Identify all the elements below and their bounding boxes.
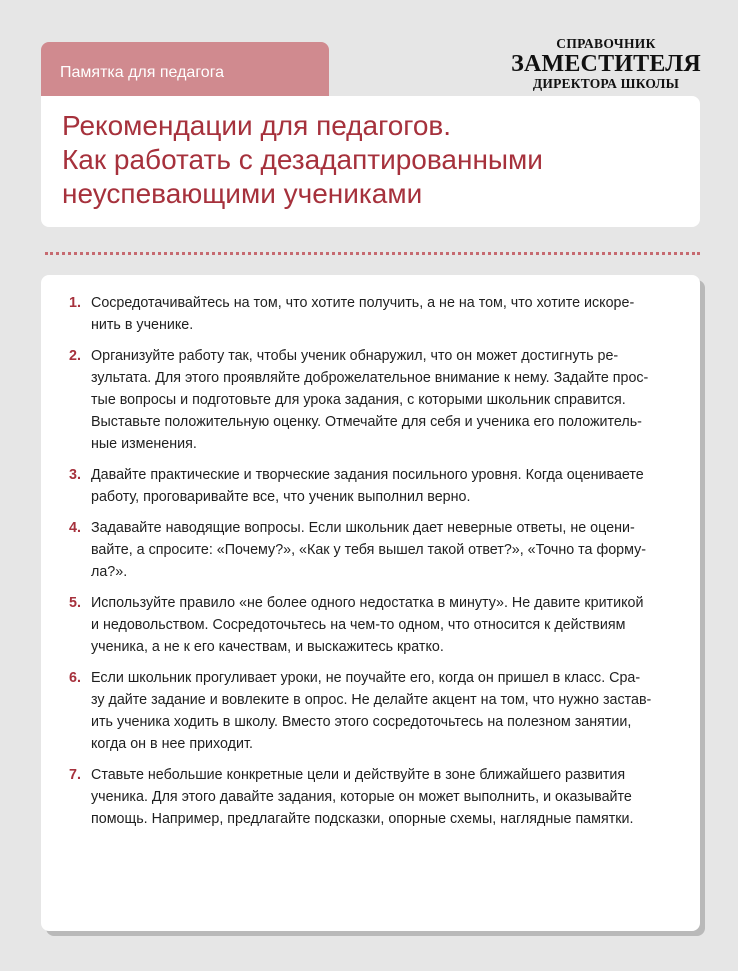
list-item	[69, 292, 689, 336]
item-text-line: вайте, а спросите: «Почему?», «Как у тебя вышел такой ответ?», «Точно та форму-	[91, 542, 647, 558]
item-text	[91, 292, 634, 336]
list-item	[69, 667, 689, 755]
logo-line-1: СПРАВОЧНИК	[556, 36, 656, 51]
item-text-line: зу дайте задание и вовлеките в опрос. Не делайте акцент на том, что нужно застав-	[91, 692, 652, 708]
item-text-line: Давайте практические и творческие задания посильного уровня. Когда оцениваете	[91, 467, 644, 483]
item-text-line: тые вопросы и подготовьте для урока задания, с которыми школьник справится.	[91, 392, 626, 408]
page-title	[62, 109, 682, 211]
list-item	[69, 345, 689, 455]
item-text	[91, 517, 646, 583]
item-text-line: Выставьте положительную оценку. Отмечайте для себя и ученика его положитель-	[91, 414, 642, 430]
item-text-line: Задавайте наводящие вопросы. Если школьник дает неверные ответы, не оцени-	[91, 520, 635, 536]
item-text	[91, 345, 648, 455]
title-card	[41, 96, 700, 227]
list-item	[69, 517, 689, 583]
item-text-line: нить в ученике.	[91, 317, 194, 333]
item-number: 4.	[69, 520, 81, 536]
item-text-line: зультата. Для этого проявляйте доброжелательное внимание к нему. Задайте прос-	[91, 370, 649, 386]
list-item	[69, 592, 689, 658]
page-title-line: неуспевающими учениками	[62, 178, 423, 209]
item-text	[91, 592, 643, 658]
item-text-line: помощь. Например, предлагайте подсказки, опорные схемы, наглядные памятки.	[91, 811, 634, 827]
item-text	[91, 464, 644, 508]
item-text-line: Сосредотачивайтесь на том, что хотите получить, а не на том, что хотите искоре-	[91, 295, 635, 311]
memo-tab	[41, 42, 329, 96]
item-number: 1.	[69, 295, 81, 311]
item-text-line: и недовольством. Сосредоточьтесь на чем-то одном, что относится к действиям	[91, 617, 626, 633]
item-text-line: Если школьник прогуливает уроки, не поучайте его, когда он пришел в класс. Сра-	[91, 670, 641, 686]
publication-logo	[506, 37, 706, 90]
item-number: 5.	[69, 595, 81, 611]
item-text-line: Используйте правило «не более одного недостатка в минуту». Не давите критикой	[91, 595, 644, 611]
item-number: 6.	[69, 670, 81, 686]
item-text-line: ученика. Для этого давайте задания, которые он может выполнить, и оказывайте	[91, 789, 632, 805]
item-number: 2.	[69, 348, 81, 364]
item-text-line: ла?».	[91, 564, 128, 580]
recommendations-list	[69, 292, 689, 839]
item-text	[91, 667, 651, 755]
item-text-line: когда он в нее приходит.	[91, 736, 253, 752]
page-title-line: Рекомендации для педагогов.	[62, 110, 452, 141]
page-title-line: Как работать с дезадаптированными	[62, 144, 543, 175]
item-text-line: ные изменения.	[91, 436, 197, 452]
content-card	[41, 275, 700, 931]
item-text-line: работу, проговаривайте все, что ученик выполнил верно.	[91, 489, 471, 505]
item-text	[91, 764, 633, 830]
item-text-line: Ставьте небольшие конкретные цели и действуйте в зоне ближайшего развития	[91, 767, 626, 783]
item-number: 3.	[69, 467, 81, 483]
logo-line-2: ЗАМЕСТИТЕЛЯ	[511, 50, 701, 77]
list-item	[69, 764, 689, 830]
dotted-divider	[45, 252, 700, 255]
list-item	[69, 464, 689, 508]
item-text-line: Организуйте работу так, чтобы ученик обнаружил, что он может достигнуть ре-	[91, 348, 619, 364]
memo-tab-label: Памятка для педагога	[60, 64, 225, 81]
logo-line-3: ДИРЕКТОРА ШКОЛЫ	[532, 75, 680, 91]
item-text-line: ученика, а не к его качествам, и выскажитесь кратко.	[91, 639, 444, 655]
item-text-line: ить ученика ходить в школу. Вместо этого сосредоточьтесь на полезном занятии,	[91, 714, 632, 730]
item-number: 7.	[69, 767, 81, 783]
